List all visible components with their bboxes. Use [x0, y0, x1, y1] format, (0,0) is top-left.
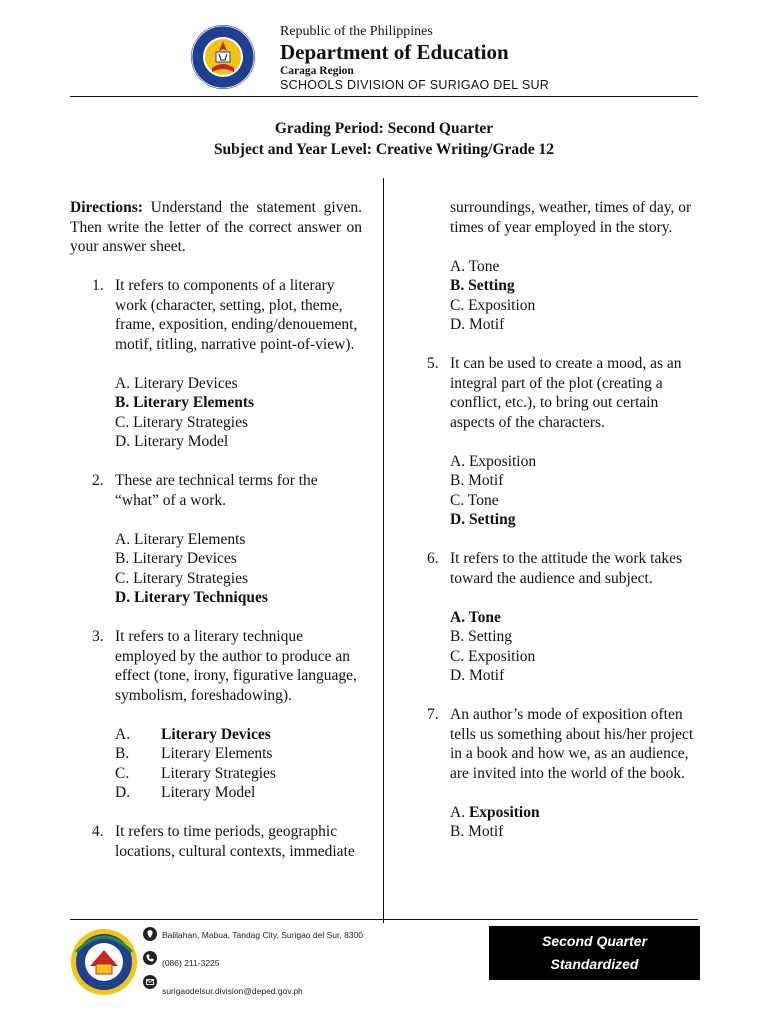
footer-email: surigaodelsur.division@deped.gov.ph	[162, 986, 303, 996]
question-number: 2.	[92, 472, 104, 489]
question-text: It refers to a literary technique employed by the author to produce an effect (tone, irony, figurative language, symbolism, foreshadowing).	[115, 628, 357, 704]
deped-seal-icon	[190, 24, 256, 90]
option-b	[115, 744, 362, 764]
option-b: B. Motif	[450, 472, 504, 489]
division-line: SCHOOLS DIVISION OF SURIGAO DEL SUR	[280, 78, 550, 92]
footer-divider	[70, 919, 698, 920]
option-c: C. Literary Strategies	[115, 569, 248, 587]
footer-phone: (086) 211-3225	[162, 958, 220, 968]
option-c: C. Exposition	[450, 296, 536, 314]
options-7	[405, 803, 698, 842]
question-number: 5.	[427, 355, 439, 372]
option-b: B. Setting	[450, 628, 513, 645]
question-6	[405, 549, 698, 588]
grading-period-title: Grading Period: Second Quarter	[274, 120, 494, 137]
option-d	[115, 783, 362, 803]
option-a: A. Literary Elements	[115, 530, 246, 548]
options-5	[405, 452, 698, 530]
option-d: D. Motif	[450, 316, 505, 333]
badge-line-2: Standardized	[550, 956, 639, 972]
question-2	[70, 471, 362, 510]
option-text: Exposition	[468, 803, 540, 821]
division-logo-icon	[70, 928, 138, 996]
option-a: A. Tone	[450, 608, 501, 626]
option-a: A. Literary Devices	[115, 374, 238, 392]
option-d: D. Setting	[450, 511, 516, 528]
question-number: 3.	[92, 628, 104, 645]
directions-text: Understand the statement given. Then write the letter of the correct answer on your answer sheet.	[70, 199, 362, 255]
question-5	[405, 354, 698, 432]
option-letter: C.	[115, 764, 130, 782]
option-d: D. Literary Model	[115, 433, 229, 450]
question-text: It refers to the attitude the work takes toward the audience and subject.	[450, 550, 682, 587]
option-letter: A.	[115, 725, 131, 743]
question-number: 4.	[92, 823, 104, 840]
column-divider	[383, 178, 384, 923]
header-text	[280, 24, 549, 93]
question-4	[70, 822, 362, 861]
right-column	[405, 198, 698, 842]
option-text: Literary Strategies	[161, 764, 276, 782]
phone-icon	[143, 951, 157, 965]
left-column	[70, 198, 362, 861]
option-b: B. Setting	[450, 277, 515, 294]
option-b: B. Motif	[450, 823, 504, 840]
department-title: Department of Education	[280, 40, 509, 64]
option-letter: D.	[115, 784, 131, 801]
region-line: Caraga Region	[280, 65, 354, 77]
footer-address: Balilahan, Mabua, Tandag City, Surigao del Sur, 8300	[162, 930, 363, 940]
options-3	[70, 725, 362, 803]
email-icon	[143, 975, 157, 989]
option-text: Literary Model	[161, 784, 256, 801]
question-4-continued	[405, 198, 698, 237]
question-number: 1.	[92, 277, 104, 294]
option-a: A. Exposition	[450, 452, 537, 470]
page-header	[0, 0, 768, 100]
option-b: B. Literary Devices	[115, 550, 237, 567]
option-letter: A.	[450, 803, 466, 821]
badge-line-1: Second Quarter	[541, 933, 648, 949]
option-b: B. Literary Elements	[115, 394, 255, 411]
header-divider	[70, 96, 698, 97]
directions	[70, 198, 362, 257]
question-text: It refers to time periods, geographic locations, cultural contexts, immediate	[115, 823, 355, 860]
option-c: C. Literary Strategies	[115, 413, 248, 431]
option-c	[115, 764, 362, 784]
quarter-badge	[489, 926, 700, 980]
location-icon	[143, 927, 157, 941]
question-text: surroundings, weather, times of day, or times of year employed in the story.	[450, 199, 692, 236]
option-a	[115, 725, 362, 745]
question-number: 6.	[427, 550, 439, 567]
option-d: D. Motif	[450, 667, 505, 684]
option-c: C. Tone	[450, 491, 499, 509]
options-2	[70, 530, 362, 608]
option-text: Literary Devices	[161, 725, 271, 743]
options-6	[405, 608, 698, 686]
directions-label: Directions:	[70, 199, 143, 216]
option-a	[450, 803, 698, 823]
question-number: 7.	[427, 706, 439, 723]
option-c: C. Exposition	[450, 647, 536, 665]
options-1	[70, 374, 362, 452]
question-text: It refers to components of a literary work (character, setting, plot, theme, frame, exposition, ending/denouement, motif, titling, narrative point-of-view).	[115, 277, 358, 353]
options-4	[405, 257, 698, 335]
option-text: Literary Elements	[161, 745, 273, 762]
question-text: An author’s mode of exposition often tells us something about his/her project in a book and how we, as an audience, are invited into the world of the book.	[450, 706, 694, 782]
option-a: A. Tone	[450, 257, 500, 275]
option-d: D. Literary Techniques	[115, 589, 268, 606]
option-letter: B.	[115, 745, 130, 762]
subject-title: Subject and Year Level: Creative Writing/Grade 12	[213, 141, 555, 158]
question-text: It can be used to create a mood, as an integral part of the plot (creating a conflict, etc.), to bring out certain aspects of the characters.	[450, 355, 682, 431]
question-1	[70, 276, 362, 354]
question-3	[70, 627, 362, 705]
question-7	[405, 705, 698, 783]
republic-line: Republic of the Philippines	[280, 24, 433, 39]
question-text: These are technical terms for the “what” of a work.	[115, 472, 318, 509]
